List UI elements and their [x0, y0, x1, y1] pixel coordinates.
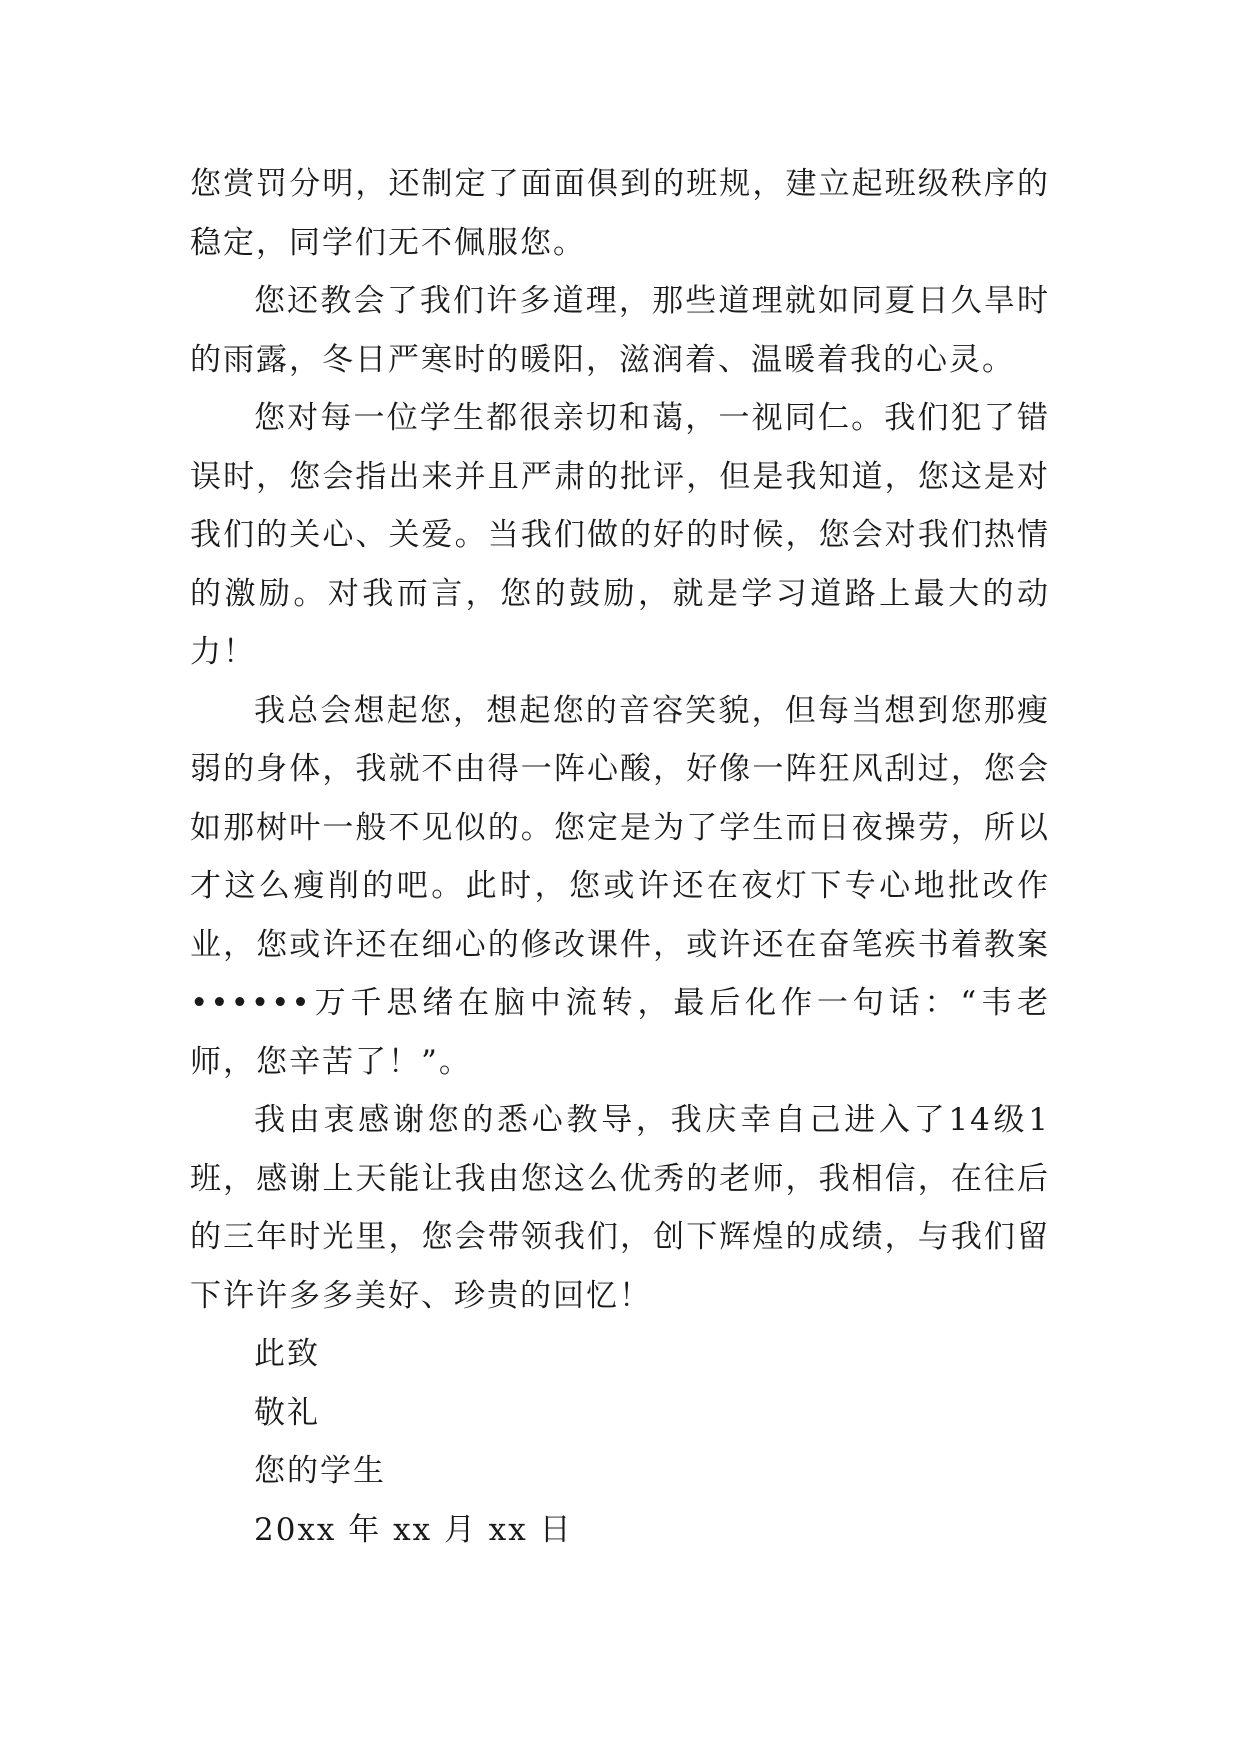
paragraph-continued: 您赏罚分明，还制定了面面俱到的班规，建立起班级秩序的稳定，同学们无不佩服您。: [190, 166, 1050, 261]
paragraph-gratitude: 我由衷感谢您的悉心教导，我庆幸自己进入了14级1班，感谢上天能让我由您这么优秀的老师，我相信，在往后的三年时光里，您会带领我们，创下辉煌的成绩，与我们留下许许多多美好、珍贵的回忆！: [190, 1102, 1050, 1314]
closing-salutation: 此致: [254, 1336, 320, 1372]
paragraph-kindness: 您对每一位学生都很亲切和蔼，一视同仁。我们犯了错误时，您会指出来并且严肃的批评，但是我知道，您这是对我们的关心、关爱。当我们做的好的时候，您会对我们热情的激励。对我而言，您的鼓励，就是学习道路上最大的动力！: [190, 400, 1050, 670]
closing-regards: 敬礼: [254, 1394, 320, 1431]
letter-body: [190, 155, 1050, 1559]
closing-date: 20xx 年 xx 月 xx 日: [254, 1511, 573, 1548]
paragraph-memories: 我总会想起您，想起您的音容笑貌，但每当想到您那瘦弱的身体，我就不由得一阵心酸，好像一阵狂风刮过，您会如那树叶一般不见似的。您定是为了学生而日夜操劳，所以才这么瘦削的吧。此时，您或许还在夜灯下专心地批改作业，您或许还在细心的修改课件，或许还在奋笔疾书着教案••••••万千思绪在脑中流转，最后化作一句话：“韦老师，您辛苦了！”。: [190, 692, 1050, 1080]
closing-signature: 您的学生: [254, 1453, 386, 1489]
paragraph-lessons: 您还教会了我们许多道理，那些道理就如同夏日久旱时的雨露，冬日严寒时的暖阳，滋润着、温暖着我的心灵。: [190, 283, 1050, 378]
